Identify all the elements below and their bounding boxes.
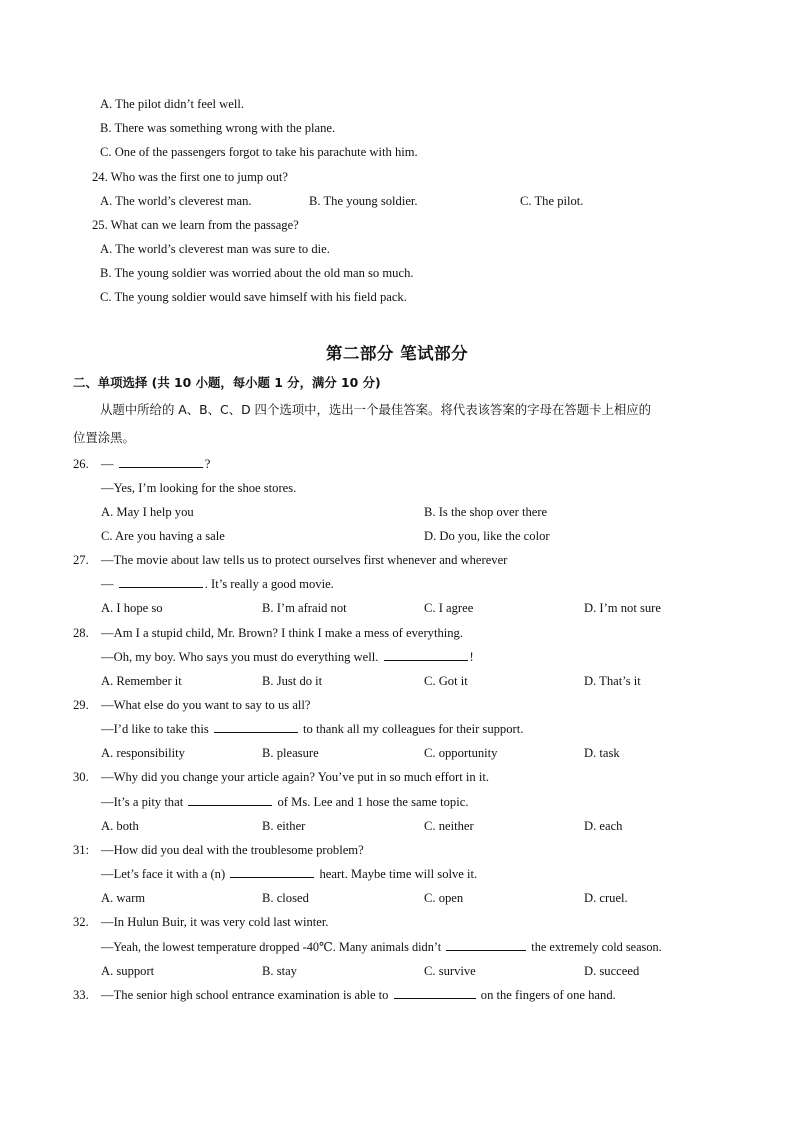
q29-option-b: B. pleasure: [262, 746, 319, 760]
q30-option-d: D. each: [584, 819, 623, 833]
q29-line-1: —What else do you want to say to us all?: [101, 698, 311, 712]
answer-blank: [214, 721, 298, 733]
answer-blank: [188, 794, 272, 806]
q32-option-c: C. survive: [424, 964, 476, 978]
q33-number: 33.: [73, 988, 89, 1002]
q23-option-c: C. One of the passengers forgot to take his parachute with him.: [100, 145, 418, 159]
answer-blank: [446, 939, 526, 951]
answer-blank: [119, 456, 203, 468]
q30-option-a: A. both: [101, 819, 139, 833]
q30-number: 30.: [73, 770, 89, 784]
q32-line-1: —In Hulun Buir, it was very cold last winter.: [101, 915, 329, 929]
q28-line-2: —Oh, my boy. Who says you must do everything well. !: [101, 650, 474, 664]
q28-option-b: B. Just do it: [262, 674, 323, 688]
q27-line-2: — . It’s really a good movie.: [101, 577, 334, 591]
section-heading: 二、单项选择 (共 10 小题，每小题 1 分，满分 10 分): [73, 375, 381, 390]
q24-stem: 24. Who was the first one to jump out?: [92, 170, 288, 184]
q27-number: 27.: [73, 553, 89, 567]
q28-line-1: —Am I a stupid child, Mr. Brown? I think I make a mess of everything.: [101, 626, 464, 640]
q26-option-d: D. Do you, like the color: [424, 529, 550, 543]
q24-option-b: B. The young soldier.: [309, 194, 418, 208]
q28-option-c: C. Got it: [424, 674, 468, 688]
q27-option-c: C. I agree: [424, 601, 474, 615]
q25-option-b: B. The young soldier was worried about the old man so much.: [100, 266, 414, 280]
q32-option-b: B. stay: [262, 964, 297, 978]
q26-line-2: —Yes, I’m looking for the shoe stores.: [101, 481, 297, 495]
q26-option-b: B. Is the shop over there: [424, 505, 548, 519]
q28-option-d: D. That’s it: [584, 674, 641, 688]
q24-option-a: A. The world’s cleverest man.: [100, 194, 252, 208]
instruction-line-1: 从题中所给的 A、B、C、D 四个选项中，选出一个最佳答案。将代表该答案的字母在答题卡上相应的: [100, 402, 652, 417]
q27-option-a: A. I hope so: [101, 601, 163, 615]
q26-option-c: C. Are you having a sale: [101, 529, 225, 543]
q28-option-a: A. Remember it: [101, 674, 182, 688]
q29-number: 29.: [73, 698, 89, 712]
q25-option-a: A. The world’s cleverest man was sure to die.: [100, 242, 330, 256]
q27-option-b: B. I’m afraid not: [262, 601, 347, 615]
q31-option-b: B. closed: [262, 891, 309, 905]
q26-line-1: — ?: [101, 457, 211, 471]
q33-line-1: —The senior high school entrance examination is able to on the fingers of one hand.: [101, 988, 616, 1002]
q32-line-2: —Yeah, the lowest temperature dropped -40℃. Many animals didn’t the extremely cold season.: [101, 940, 662, 954]
q25-option-c: C. The young soldier would save himself with his field pack.: [100, 290, 407, 304]
q31-line-2: —Let’s face it with a (n) heart. Maybe time will solve it.: [101, 867, 478, 881]
q27-line-1: —The movie about law tells us to protect ourselves first whenever and wherever: [101, 553, 508, 567]
q30-line-2: —It’s a pity that of Ms. Lee and 1 hose the same topic.: [101, 795, 469, 809]
answer-blank: [394, 987, 476, 999]
q29-line-2: —I’d like to take this to thank all my colleagues for their support.: [101, 722, 524, 736]
q31-number: 31:: [73, 843, 90, 857]
q31-option-c: C. open: [424, 891, 464, 905]
q23-option-a: A. The pilot didn’t feel well.: [100, 97, 244, 111]
q31-option-d: D. cruel.: [584, 891, 628, 905]
q31-line-1: —How did you deal with the troublesome problem?: [101, 843, 364, 857]
q28-number: 28.: [73, 626, 89, 640]
q29-option-d: D. task: [584, 746, 620, 760]
q31-option-a: A. warm: [101, 891, 146, 905]
answer-blank: [230, 866, 314, 878]
instruction-line-2: 位置涂黑。: [73, 430, 135, 445]
q30-option-b: B. either: [262, 819, 306, 833]
q32-option-a: A. support: [101, 964, 155, 978]
q26-number: 26.: [73, 457, 89, 471]
q30-line-1: —Why did you change your article again? You’ve put in so much effort in it.: [101, 770, 489, 784]
q29-option-a: A. responsibility: [101, 746, 185, 760]
part2-title: 第二部分 笔试部分: [325, 344, 469, 363]
answer-blank: [384, 649, 468, 661]
q30-option-c: C. neither: [424, 819, 474, 833]
q26-option-a: A. May I help you: [101, 505, 194, 519]
q32-number: 32.: [73, 915, 89, 929]
q24-option-c: C. The pilot.: [520, 194, 584, 208]
q25-stem: 25. What can we learn from the passage?: [92, 218, 299, 232]
q29-option-c: C. opportunity: [424, 746, 498, 760]
answer-blank: [119, 576, 203, 588]
q23-option-b: B. There was something wrong with the plane.: [100, 121, 336, 135]
q32-option-d: D. succeed: [584, 964, 640, 978]
q27-option-d: D. I’m not sure: [584, 601, 661, 615]
